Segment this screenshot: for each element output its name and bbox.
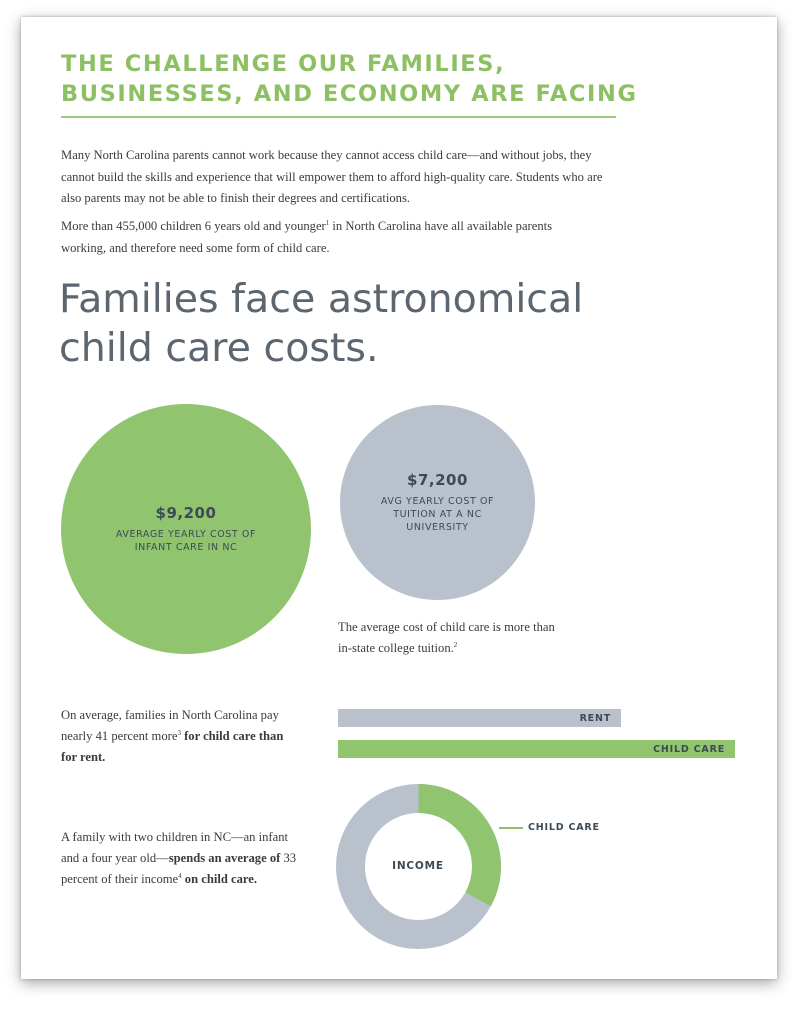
income-stat-mid: 33 percent of their income [61, 851, 297, 886]
footnote-2: 2 [453, 640, 458, 649]
tuition-comparison-note [338, 617, 568, 659]
infant-care-amount: $9,200 [155, 504, 217, 522]
costs-title-line-2: child care costs. [59, 325, 379, 371]
footnote-4: 4 [178, 871, 182, 880]
tuition-caption: AVG YEARLY COST OF TUITION AT A NC UNIVERSITY [380, 496, 495, 533]
infant-care-caption: AVERAGE YEARLY COST OF INFANT CARE IN NC [115, 529, 257, 553]
donut-child-care-slice [419, 799, 487, 900]
tuition-circle [340, 405, 535, 600]
rent-stat-bold: for child care than for rent. [61, 729, 284, 764]
tuition-amount: $7,200 [407, 471, 468, 489]
income-stat-bold-2: on child care. [181, 872, 257, 886]
rent-bar-label: RENT [579, 712, 611, 724]
children-text: More than 455,000 children 6 years old and younger [61, 219, 326, 233]
intro-paragraph: Many North Carolina parents cannot work because they cannot access child care—and without jobs, they cannot build the skills and experience that will empower them to afford high-quality care. Students who are also parents may not be able to finish their degrees and certifications. [61, 148, 603, 205]
donut-child-care-label: CHILD CARE [528, 822, 600, 833]
section-heading [61, 49, 638, 109]
footnote-3: 3 [177, 728, 181, 737]
income-stat-text: A family with two children in NC—an infant and a four year old— [61, 830, 289, 865]
income-stat-bold-1: spends an average of [168, 851, 281, 865]
child-care-bar-label: CHILD CARE [653, 743, 725, 755]
rent-stat-text: On average, families in North Carolina pay nearly 41 percent more [61, 708, 279, 743]
children-text-rest: in North Carolina have all available parents working, and therefore need some form of child care. [61, 219, 553, 255]
donut-income-label: INCOME [392, 860, 444, 872]
note-text: The average cost of child care is more than in-state college tuition. [338, 620, 555, 655]
donut-leader-line [499, 827, 523, 829]
child-care-bar [338, 740, 735, 758]
heading-divider [61, 116, 616, 118]
heading-line-1: THE CHALLENGE OUR FAMILIES, [61, 51, 506, 77]
rent-stat [61, 705, 301, 768]
income-stat [61, 827, 301, 890]
infant-care-circle [61, 404, 311, 654]
rent-bar [338, 709, 621, 727]
heading-line-2: BUSINESSES, AND ECONOMY ARE FACING [61, 81, 638, 107]
children-paragraph [61, 216, 581, 259]
document-page [21, 17, 777, 979]
footnote-1: 1 [325, 218, 330, 227]
costs-title-line-1: Families face astronomical [59, 276, 584, 322]
costs-title [59, 275, 659, 373]
